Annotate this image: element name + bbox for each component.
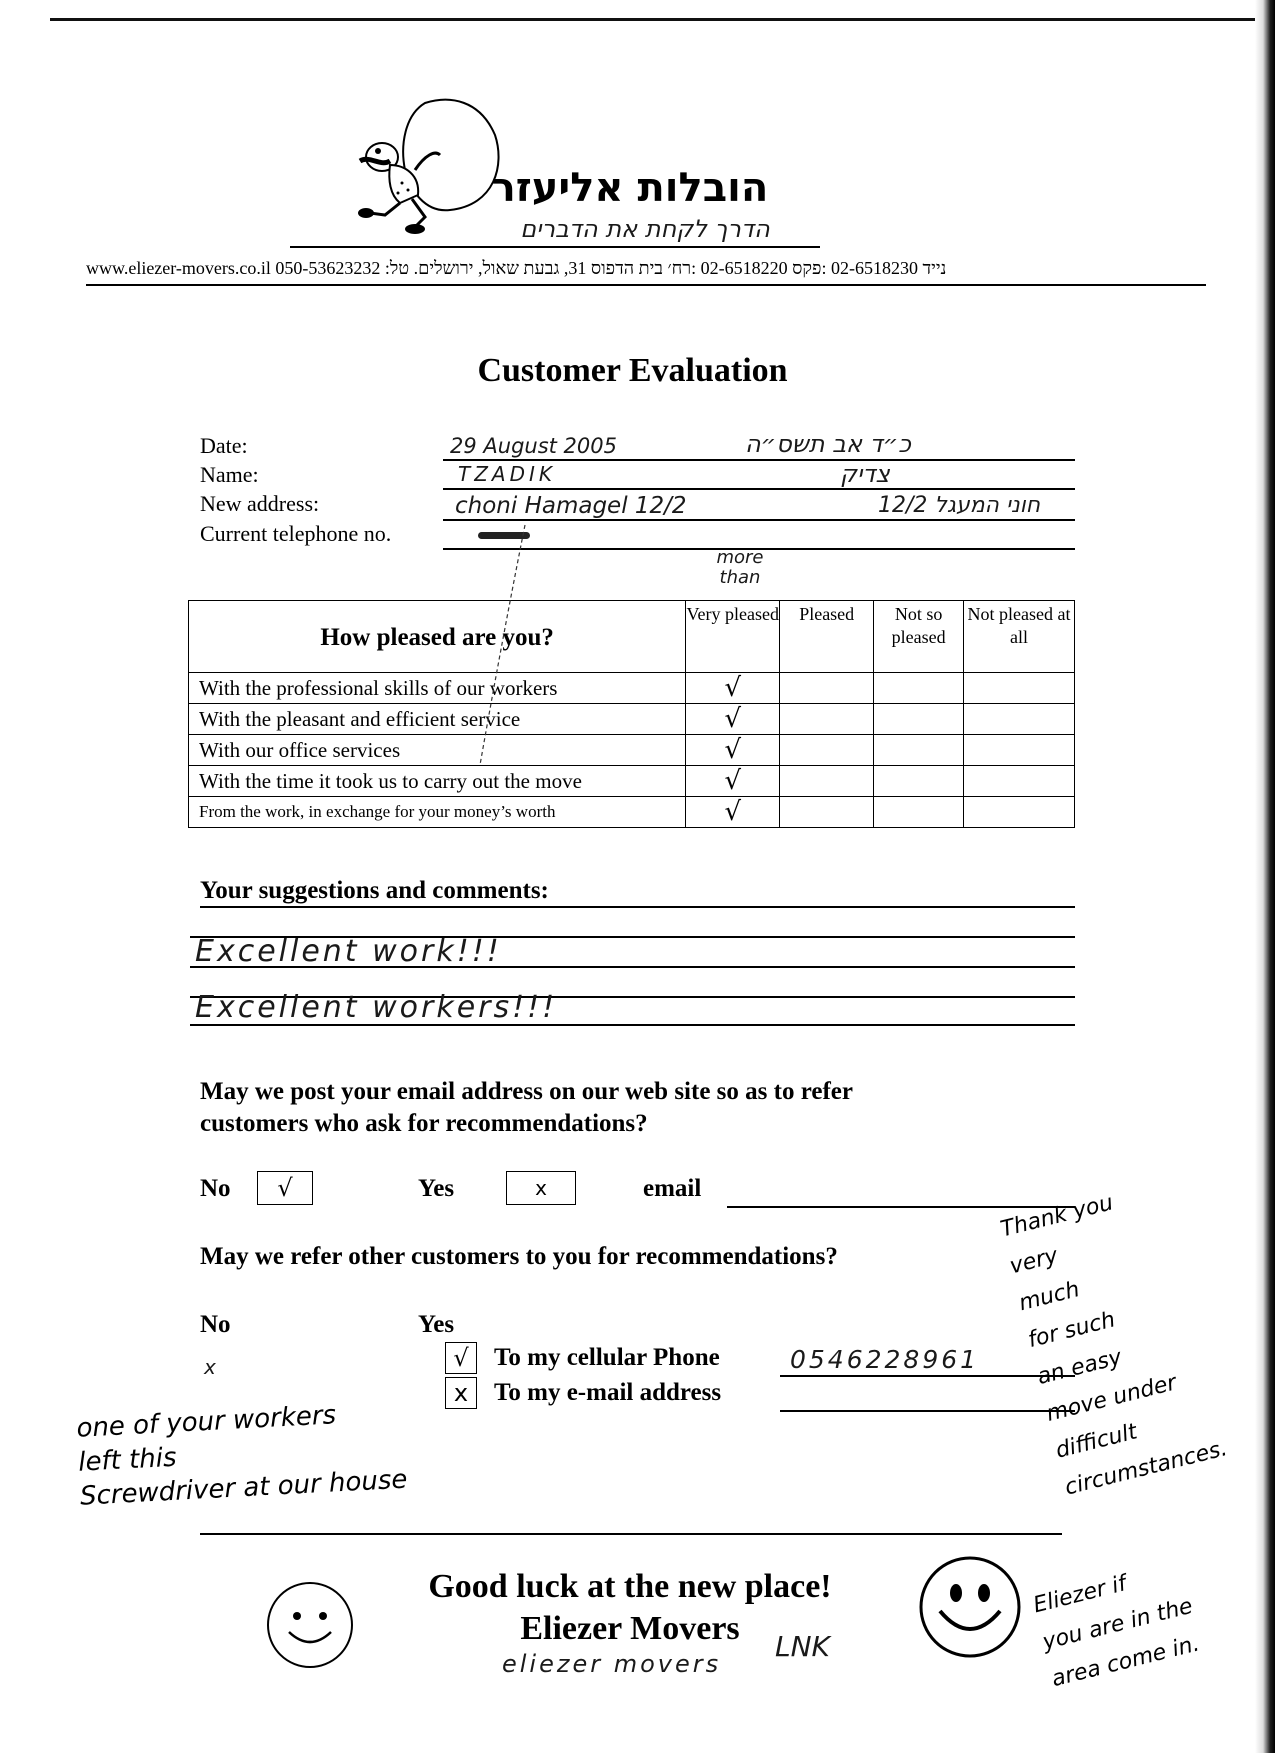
address-label: New address: [200, 491, 320, 516]
page-right-edge [1255, 0, 1275, 1753]
date-value: 29 August 2005 [450, 434, 618, 458]
refer-no-mark[interactable]: x [204, 1355, 216, 1379]
page-top-edge [50, 18, 1275, 21]
column-not-pleased-at-all: Not pleased at all [964, 601, 1075, 673]
address-line [443, 519, 1075, 521]
not-pleased-cell[interactable] [964, 673, 1075, 704]
column-pleased: Pleased [780, 601, 874, 673]
column-not-so-pleased: Not so pleased [874, 601, 964, 673]
more-than-annotation: more than [716, 547, 764, 588]
not-pleased-cell[interactable] [964, 735, 1075, 766]
name-label: Name: [200, 462, 259, 487]
note-thank-you: Thank you very much for such an easy move under difficult circumstances. [998, 1190, 1230, 1501]
date-line [443, 459, 1075, 461]
column-very-pleased: Very pleased [686, 601, 780, 673]
smiley-left-icon [265, 1580, 355, 1670]
company-slogan: הדרך לקחת את הדברים [520, 215, 770, 243]
refer-no-label: No [200, 1311, 231, 1338]
email-question-line2: customers who ask for recommendations? [200, 1110, 648, 1137]
very-pleased-check[interactable]: √ [686, 735, 780, 766]
cell-phone-label: To my cellular Phone [494, 1344, 720, 1371]
signature-initials: LNK [775, 1630, 830, 1663]
name-value-hebrew: צדיק [840, 460, 890, 488]
row-label: With our office services [189, 735, 686, 766]
very-pleased-check[interactable]: √ [686, 704, 780, 735]
row-label: With the pleasant and efficient service [189, 704, 686, 735]
comments-heading: Your suggestions and comments: [200, 877, 549, 904]
pen-stroke-artifact [470, 520, 530, 770]
not-pleased-cell[interactable] [964, 797, 1075, 828]
pleased-cell[interactable] [780, 797, 874, 828]
table-row [189, 673, 1075, 704]
date-value-hebrew: כ״ד אב תשס״ה [745, 430, 911, 458]
comment-line-1: Excellent work!!! [195, 934, 502, 969]
email-no-label: No [200, 1175, 231, 1202]
pleased-cell[interactable] [780, 766, 874, 797]
rating-question: How pleased are you? [189, 601, 686, 673]
company-name-hebrew: הובלות אליעזר [491, 165, 769, 211]
not-pleased-cell[interactable] [964, 766, 1075, 797]
email-yes-label: Yes [418, 1175, 455, 1202]
very-pleased-check[interactable]: √ [686, 797, 780, 828]
email-yes-checkbox[interactable]: x [506, 1171, 576, 1205]
table-row [189, 704, 1075, 735]
address-value: choni Hamagel 12/2 [455, 493, 687, 519]
very-pleased-check[interactable]: √ [686, 766, 780, 797]
name-value: TZADIK [458, 462, 557, 486]
pleased-cell[interactable] [780, 673, 874, 704]
note-screwdriver: one of your workers left this Screwdriver at our house [75, 1400, 409, 1512]
name-line [443, 488, 1075, 490]
email-no-checkbox[interactable]: √ [257, 1171, 313, 1205]
very-pleased-check[interactable]: √ [686, 673, 780, 704]
refer-question: May we refer other customers to you for recommendations? [200, 1243, 838, 1270]
cell-phone-value[interactable]: 0546228961 [790, 1345, 980, 1374]
email-address-line[interactable] [780, 1410, 1075, 1412]
email-question-line1: May we post your email address on our web site so as to refer [200, 1078, 853, 1105]
email-label: email [643, 1175, 702, 1202]
address-value-hebrew: חוני המעגל 12/2 [878, 493, 1041, 518]
bottom-rule [200, 1533, 1062, 1535]
date-label: Date: [200, 433, 248, 458]
rating-table [188, 600, 1075, 828]
cell-phone-checkbox[interactable]: √ [445, 1342, 477, 1374]
row-label: With the time it took us to carry out the move [189, 766, 686, 797]
email-address-label: To my e-mail address [494, 1379, 722, 1406]
table-row [189, 766, 1075, 797]
contact-line: www.eliezer-movers.co.il 050-53623232 :נייד 02-6518230 :פקס 02-6518220 :רח׳ בית הדפוס 31, גבעת שאול, ירושלים. טל [86, 258, 947, 278]
smiley-right-icon [918, 1555, 1023, 1660]
not-so-pleased-cell[interactable] [874, 735, 964, 766]
email-address-checkbox[interactable]: x [445, 1377, 477, 1409]
pleased-cell[interactable] [780, 735, 874, 766]
contact-underline [86, 284, 1206, 286]
signature-name: eliezer movers [502, 1650, 722, 1678]
closing-line-1: Good luck at the new place! [428, 1568, 832, 1605]
comment-line-2: Excellent workers!!! [195, 990, 558, 1025]
closing-line-2: Eliezer Movers [520, 1610, 740, 1647]
refer-yes-label: Yes [418, 1311, 455, 1338]
row-label: With the professional skills of our workers [189, 673, 686, 704]
not-so-pleased-cell[interactable] [874, 673, 964, 704]
table-row [189, 797, 1075, 828]
comment-rule [200, 906, 1075, 908]
row-label: From the work, in exchange for your money’s worth [189, 797, 686, 828]
cell-phone-line[interactable] [780, 1375, 1075, 1377]
not-pleased-cell[interactable] [964, 704, 1075, 735]
pleased-cell[interactable] [780, 704, 874, 735]
not-so-pleased-cell[interactable] [874, 704, 964, 735]
table-row [189, 735, 1075, 766]
note-come-in: Eliezer if you are in the area come in. [1030, 1571, 1202, 1693]
telephone-label: Current telephone no. [200, 521, 392, 546]
form-title: Customer Evaluation [477, 352, 788, 389]
letterhead-divider [290, 246, 820, 248]
not-so-pleased-cell[interactable] [874, 766, 964, 797]
not-so-pleased-cell[interactable] [874, 797, 964, 828]
